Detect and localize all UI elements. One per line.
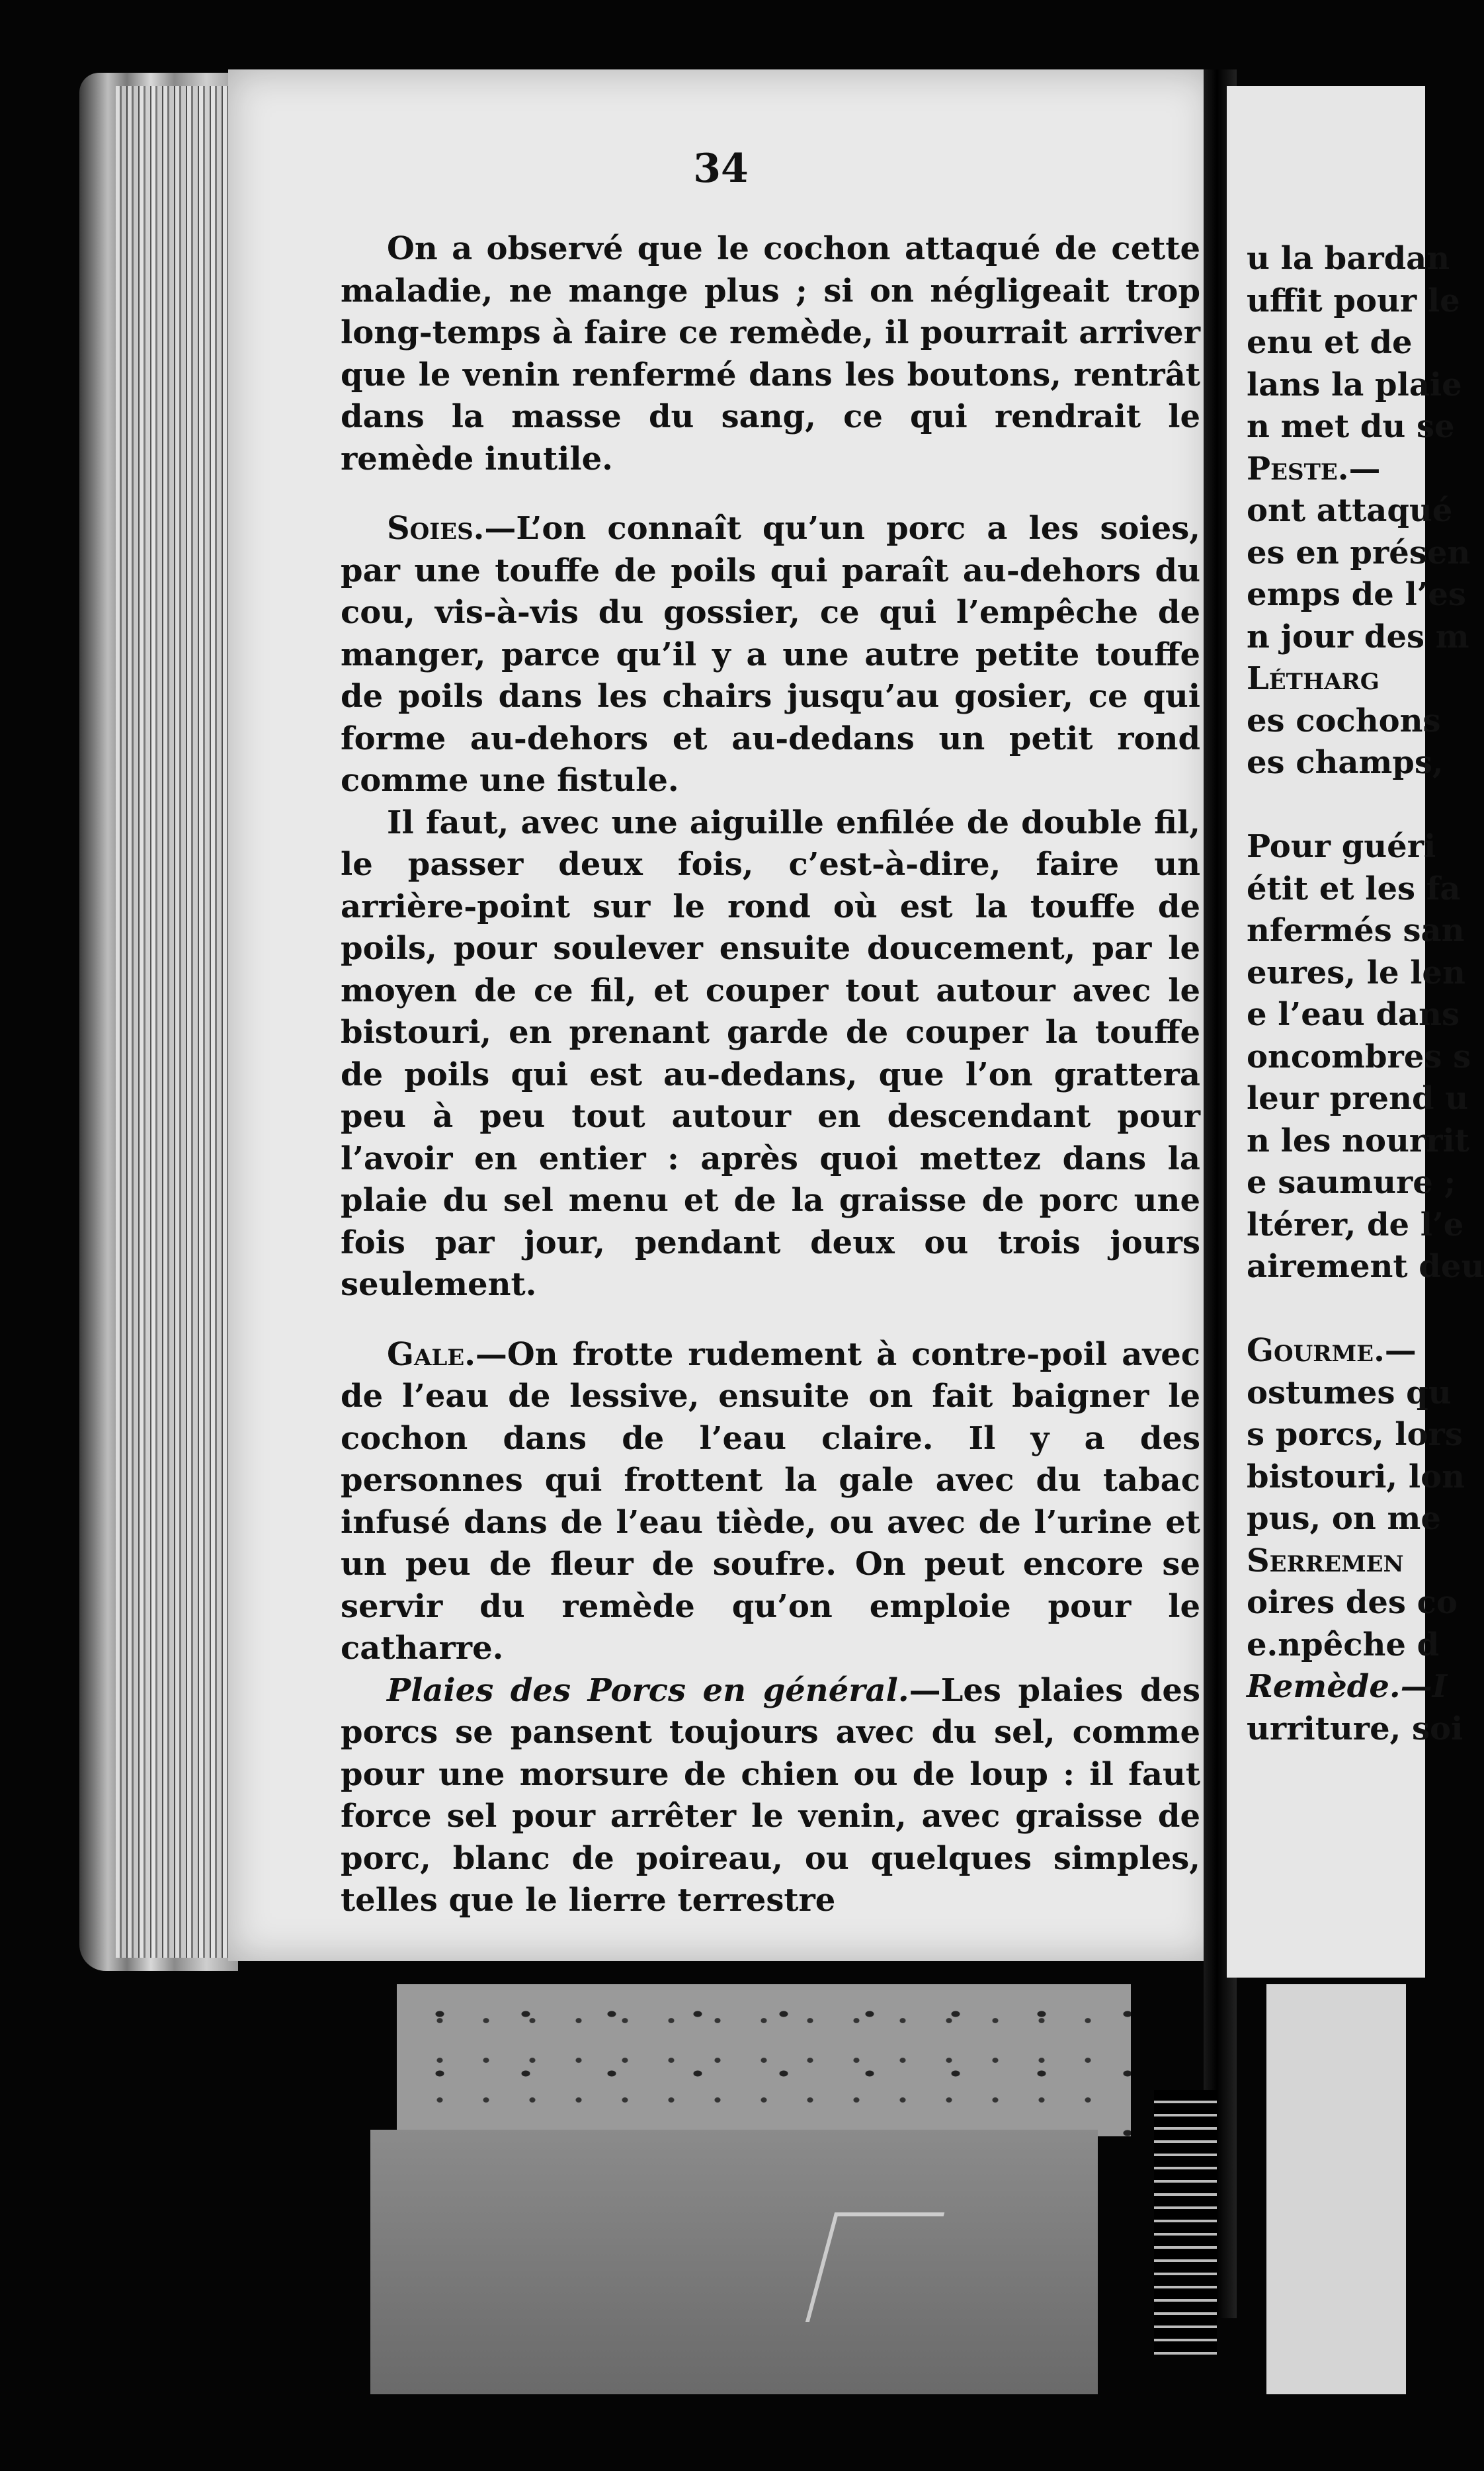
paragraph-plaies: Plaies des Porcs en général.—Les plaies des porcs se pansent toujours avec du sel, comme pour une morsure de chien ou de loup : il faut force sel pour arrêter le venin, avec graisse de porc, blanc de poireau, ou quelques simples, telles que le lierre terrestre: [341, 1671, 1200, 1919]
facing-line: s porcs, lors: [1247, 1416, 1463, 1453]
paragraph-cochon-observation: On a observé que le cochon attaqué de cette maladie, ne mange plus ; si on négligeait trop long-temps à faire ce remède, il pourrait arriver que le venin renfermé dans les boutons, rentrât dans la masse du sang, ce qui rendrait le remède inutile.: [341, 230, 1200, 478]
facing-line: nfermés san: [1247, 912, 1465, 949]
crosshatch-fabric: [1154, 2090, 1217, 2355]
page-stack-edges: [116, 86, 241, 1958]
stained-paper-strip: [397, 1984, 1131, 2136]
facing-line: es en présen: [1247, 534, 1471, 571]
facing-line: bistouri, lon: [1247, 1458, 1465, 1495]
facing-line: n jour des m: [1247, 618, 1469, 655]
page-number: 34: [693, 146, 749, 192]
page-body: [341, 228, 1200, 1922]
paragraph-gale: Gale.—On frotte rudement à contre-poil avec de l’eau de lessive, ensuite on fait baigner le cochon dans de l’eau claire. Il y a des personnes qui frottent la gale avec du tabac infusé dans de l’eau tiède, ou avec de l’urine et un peu de fleur de soufre. On peut encore se servir du remède qu’on emploie pour le catharre.: [341, 1335, 1200, 1667]
facing-line: [1247, 784, 1484, 827]
facing-page: [1227, 86, 1484, 1978]
facing-line: u la bardan: [1247, 240, 1450, 277]
facing-line: airement deu: [1247, 1248, 1484, 1285]
facing-line: lans la plaie: [1247, 366, 1462, 403]
facing-line: e l’eau dans: [1247, 996, 1460, 1033]
facing-line: eures, le len: [1247, 954, 1465, 991]
facing-line: es champs,: [1247, 744, 1444, 781]
facing-line: e saumure ;: [1247, 1164, 1456, 1201]
right-paper-strip: [1266, 1984, 1406, 2394]
facing-line: es cochons: [1247, 702, 1441, 739]
facing-line: ltérer, de l’e: [1247, 1206, 1464, 1243]
facing-line: Serremen: [1247, 1542, 1404, 1579]
facing-line: n les nourrit: [1247, 1122, 1469, 1159]
left-page: [228, 69, 1214, 1961]
facing-line: enu et de: [1247, 324, 1413, 361]
facing-page-text: [1247, 238, 1484, 1750]
grey-paper-strip: [370, 2130, 1098, 2394]
facing-line: emps de l’es: [1247, 576, 1466, 613]
facing-line: Peste.—: [1247, 450, 1381, 487]
facing-line: n met du se: [1247, 408, 1455, 445]
heading-gale: Gale.: [387, 1335, 475, 1373]
facing-line: pus, on me: [1247, 1500, 1441, 1537]
facing-line: urriture, soi: [1247, 1710, 1463, 1747]
facing-line: Remède.—I: [1247, 1668, 1448, 1705]
facing-line: [1247, 1288, 1484, 1331]
facing-line: oncombres s: [1247, 1038, 1471, 1075]
facing-line: ont attaqué: [1247, 492, 1453, 529]
paragraph-soies-remedy: Il faut, avec une aiguille enfilée de double fil, le passer deux fois, c’est-à-dire, faire un arrière-point sur le rond où est la touffe de poils, pour soulever ensuite doucement, par le moyen de ce fil, et couper tout autour avec le bistouri, en prenant garde de couper la touffe de poils qui est au-dedans, que l’on grattera peu à peu tout autour en descendant pour l’avoir en entier : après quoi mettez dans la plaie du sel menu et de la graisse de porc une fois par jour, pendant deux ou trois jours seulement.: [341, 804, 1200, 1303]
heading-soies: Soies.: [387, 510, 485, 547]
paragraph-soies: Soies.—L’on connaît qu’un porc a les soies, par une touffe de poils qui paraît au-dehors du cou, vis-à-vis du gossier, ce qui l’empêche de manger, parce qu’il y a une autre petite touffe de poils dans les chairs jusqu’au gosier, ce qui forme au-dehors et au-dedans un petit rond comme une fistule.: [341, 510, 1200, 799]
heading-plaies: Plaies des Porcs en général.: [387, 1671, 909, 1709]
facing-line: e.npêche d: [1247, 1626, 1440, 1663]
facing-line: étit et les fa: [1247, 870, 1461, 907]
facing-line: oires des co: [1247, 1584, 1458, 1621]
facing-line: Létharg: [1247, 660, 1380, 697]
facing-line: Pour guéri: [1247, 828, 1436, 865]
facing-line: ostumes qu: [1247, 1374, 1452, 1411]
facing-line: Gourme.—: [1247, 1332, 1417, 1369]
facing-line: leur prend u: [1247, 1080, 1469, 1117]
facing-line: uffit pour le: [1247, 282, 1460, 319]
